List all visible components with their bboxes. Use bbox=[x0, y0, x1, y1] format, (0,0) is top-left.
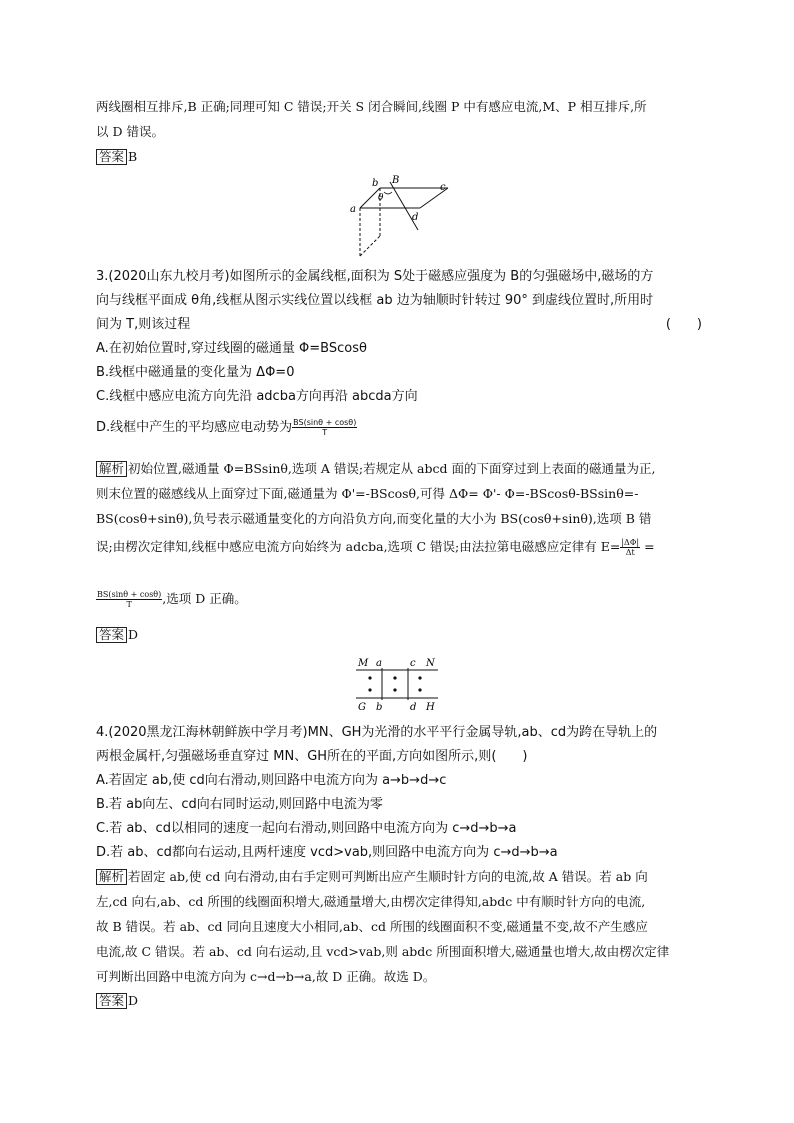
answer-label: 答案 bbox=[96, 993, 127, 1009]
analysis-4-text: 误;由楞次定律知,线框中感应电流方向始终为 adcba,选项 C 错误;由法拉第电磁感应定律有 E= bbox=[96, 539, 621, 554]
label-G: G bbox=[358, 702, 366, 712]
field-dots bbox=[368, 676, 421, 691]
label-b: b bbox=[372, 178, 379, 189]
q3-stem-3 bbox=[96, 316, 702, 334]
q3-answer-bracket: ( ) bbox=[665, 317, 702, 332]
analysis-label: 解析 bbox=[96, 869, 127, 885]
q4-analysis-4: 电流,故 C 错误。若 ab、cd 向右运动,且 vcd>vab,则 abdc 所围面积增大,磁通量也增大,故由楞次定律 bbox=[96, 944, 670, 959]
label-H: H bbox=[426, 702, 435, 712]
q3-option-d-text: D.线框中产生的平均感应电动势为 bbox=[96, 420, 293, 435]
angle-arc bbox=[384, 192, 392, 194]
analysis-5-fraction bbox=[96, 590, 162, 609]
prev-answer bbox=[96, 148, 702, 166]
frame-edge-ab bbox=[360, 188, 380, 208]
label-d: d bbox=[410, 702, 417, 712]
label-c: c bbox=[410, 658, 416, 669]
analysis-5-tail: ,选项 D 正确。 bbox=[162, 591, 247, 606]
q3-analysis-2: 则末位置的磁感线从上面穿过下面,磁通量为 Φ'=-BScosθ,可得 ΔΦ= Φ'- Φ=-BScosθ-BSsinθ=- bbox=[96, 486, 639, 501]
fraction-numerator: BS(sinθ + cosθ) bbox=[293, 418, 357, 427]
q3-option-a: A.在初始位置时,穿过线圈的磁通量 Φ=BScosθ bbox=[96, 341, 367, 356]
q3-option-d-fraction bbox=[292, 418, 357, 437]
q4-analysis-5: 可判断出回路中电流方向为 c→d→b→a,故 D 正确。故选 D。 bbox=[96, 969, 436, 984]
q4-analysis-1 bbox=[96, 868, 702, 886]
q3-stem-3-text: 间为 T,则该过程 bbox=[96, 317, 191, 332]
label-B: B bbox=[392, 175, 400, 186]
dashed-edge-bottom bbox=[360, 236, 380, 256]
analysis-label: 解析 bbox=[96, 461, 127, 477]
q4-stem-1: 4.(2020黑龙江海林朝鲜族中学月考)MN、GH为光滑的水平平行金属导轨,ab、cd为跨在导轨上的 bbox=[96, 725, 658, 740]
q3-analysis-3: BS(cosθ+sinθ),负号表示磁通量变化的方向沿负方向,而变化量的大小为 BS(cosθ+sinθ),选项 B 错 bbox=[96, 511, 652, 526]
q4-analysis-2: 左,cd 向右,ab、cd 所围的线圈面积增大,磁通量增大,由楞次定律得知,abdc 中有顺时针方向的电流, bbox=[96, 894, 646, 909]
fraction-denominator: T bbox=[322, 428, 328, 437]
prev-solution-line-1: 两线圈相互排斥,B 正确;同理可知 C 错误;开关 S 闭合瞬间,线圈 P 中有感应电流,M、P 相互排斥,所 bbox=[96, 99, 647, 114]
q4-stem-2: 两根金属杆,匀强磁场垂直穿过 MN、GH所在的平面,方向如图所示,则( ) bbox=[96, 749, 528, 764]
answer-value: B bbox=[128, 149, 138, 164]
answer-label: 答案 bbox=[96, 149, 127, 165]
q4-option-a: A.若固定 ab,使 cd向右滑动,则回路中电流方向为 a→b→d→c bbox=[96, 773, 447, 788]
q3-option-c: C.线框中感应电流方向先沿 adcba方向再沿 abcda方向 bbox=[96, 389, 418, 404]
label-d: d bbox=[412, 212, 419, 223]
q3-analysis-5 bbox=[96, 590, 702, 609]
q3-stem-2: 向与线框平面成 θ角,线框从图示实线位置以线框 ab 边为轴顺时针转过 90° 到虚线位置时,所用时 bbox=[96, 293, 654, 308]
q3-stem-1: 3.(2020山东九校月考)如图所示的金属线框,面积为 S处于磁感应强度为 B的匀强磁场中,磁场的方 bbox=[96, 269, 654, 284]
answer-label: 答案 bbox=[96, 627, 127, 643]
label-a: a bbox=[350, 204, 356, 215]
q3-option-d bbox=[96, 418, 702, 437]
fraction-denominator: T bbox=[126, 600, 132, 609]
label-M: M bbox=[358, 658, 369, 669]
q3-option-b: B.线框中磁通量的变化量为 ΔΦ=0 bbox=[96, 365, 295, 380]
analysis-text: 若固定 ab,使 cd 向右滑动,由右手定则可判断出应产生顺时针方向的电流,故 A 错误。若 ab 向 bbox=[128, 869, 648, 884]
q4-option-c: C.若 ab、cd以相同的速度一起向右滑动,则回路中电流方向为 c→d→b→a bbox=[96, 821, 517, 836]
fraction-denominator: Δt bbox=[625, 548, 635, 557]
label-N: N bbox=[426, 658, 435, 669]
q3-analysis-4 bbox=[96, 538, 702, 557]
rails-figure bbox=[352, 654, 442, 712]
q4-answer bbox=[96, 992, 702, 1010]
fraction-numerator: BS(sinθ + cosθ) bbox=[97, 590, 162, 599]
prev-solution-line-2: 以 D 错误。 bbox=[96, 124, 164, 139]
analysis-4-equals: = bbox=[644, 539, 655, 554]
analysis-4-fraction bbox=[620, 538, 640, 557]
label-c: c bbox=[440, 182, 446, 193]
rotating-frame-figure bbox=[340, 170, 460, 260]
label-theta: θ bbox=[378, 193, 384, 203]
answer-value: D bbox=[128, 993, 139, 1008]
q3-answer bbox=[96, 626, 702, 644]
q3-analysis-1 bbox=[96, 460, 702, 478]
q4-option-b: B.若 ab向左、cd向右同时运动,则回路中电流为零 bbox=[96, 797, 383, 812]
answer-value: D bbox=[128, 627, 139, 642]
q4-option-d: D.若 ab、cd都向右运动,且两杆速度 vcd>vab,则回路中电流方向为 c→d→b→a bbox=[96, 845, 558, 860]
label-b: b bbox=[376, 702, 383, 712]
q4-analysis-3: 故 B 错误。若 ab、cd 同向且速度大小相同,ab、cd 所围的线圈面积不变,磁通量不变,故不产生感应 bbox=[96, 919, 648, 934]
label-a: a bbox=[376, 658, 382, 669]
fraction-numerator: |ΔΦ| bbox=[621, 538, 640, 547]
analysis-text: 初始位置,磁通量 Φ=BSsinθ,选项 A 错误;若规定从 abcd 面的下面穿过到上表面的磁通量为正, bbox=[128, 461, 656, 476]
